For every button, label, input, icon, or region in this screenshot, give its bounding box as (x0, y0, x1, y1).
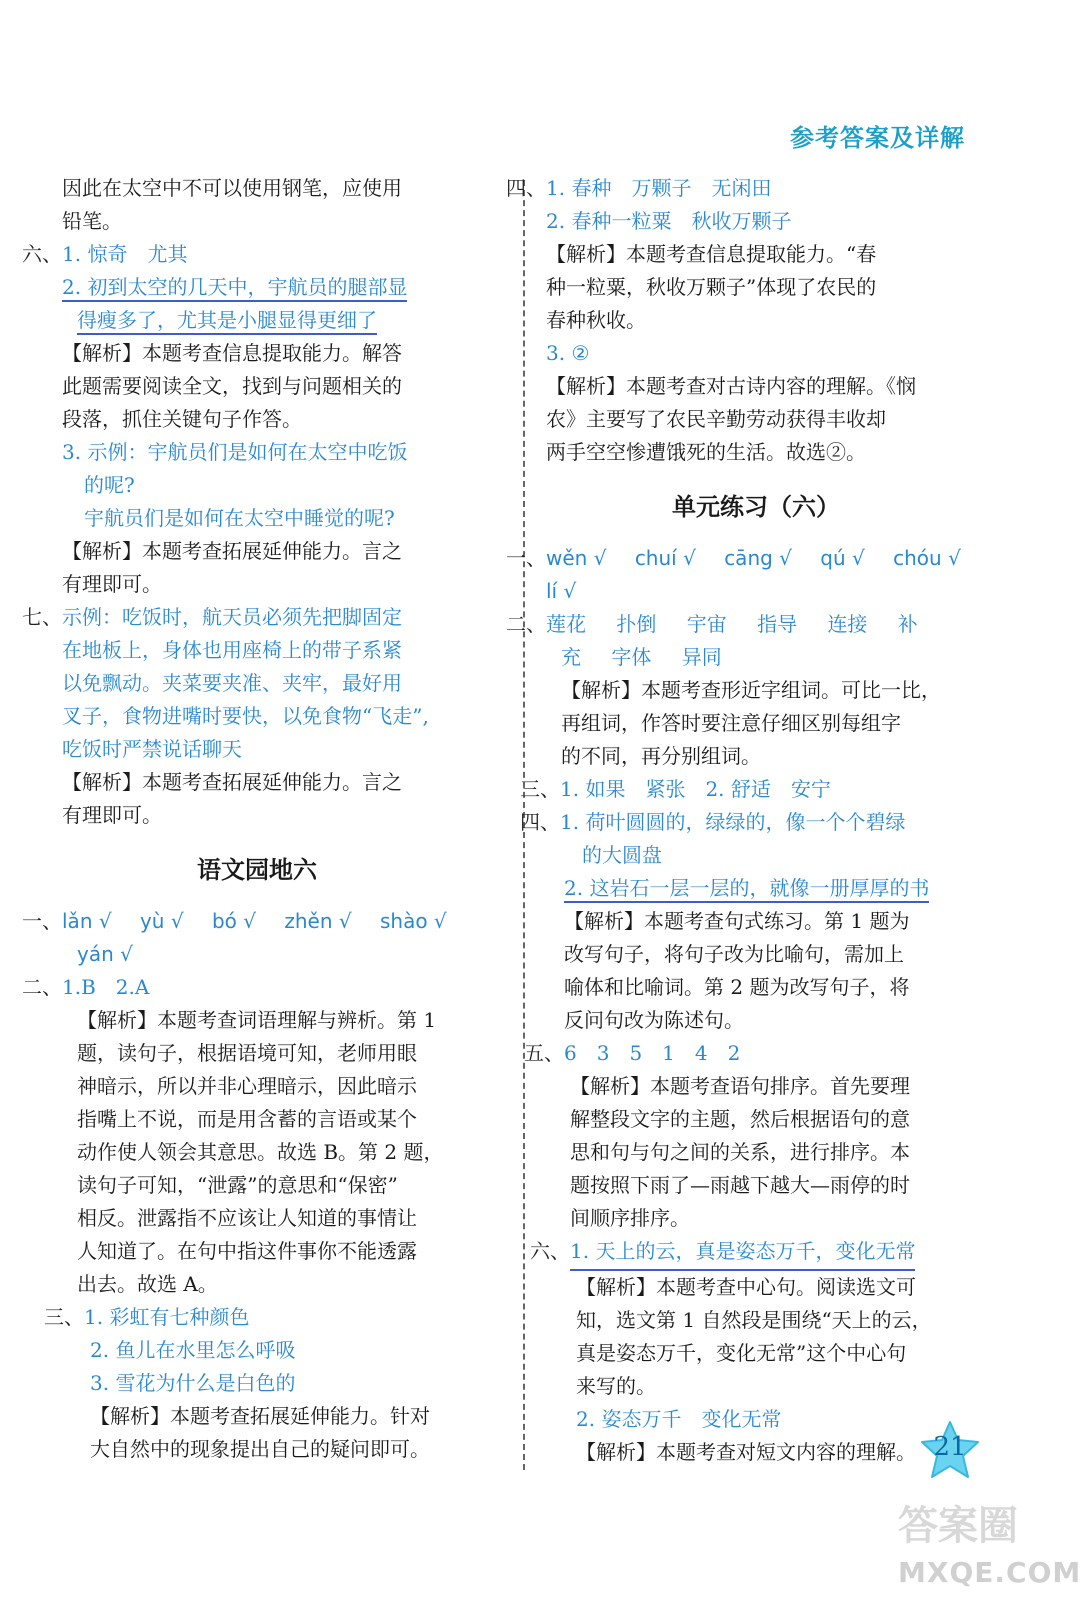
analysis-line: 【解析】本题考查对古诗内容的理解。《悯 (546, 374, 916, 398)
pinyin-answer: cāng √ (724, 546, 792, 570)
section-number: 一、 (506, 546, 546, 570)
word-answer: 指导 (757, 612, 798, 636)
garden-q2 (22, 971, 492, 1301)
answer-line: 3. ② (546, 341, 590, 365)
word-answer: 扑倒 (616, 612, 657, 636)
analysis-line: 此题需要阅读全文，找到与问题相关的 (62, 374, 402, 398)
section-number: 六、 (22, 242, 62, 266)
section-number: 四、 (520, 810, 560, 834)
analysis-line: 读句子可知，“泄露”的意思和“保密” (77, 1173, 398, 1197)
section-number: 七、 (22, 605, 62, 629)
analysis-line: 【解析】本题考查对短文内容的理解。 (576, 1440, 916, 1464)
watermark-logo: 答案圈 (898, 1503, 1018, 1549)
analysis-line: 再组词，作答时要注意仔细区别每组字 (561, 711, 901, 735)
word-answer: 充 (561, 645, 581, 669)
analysis-line: 的不同，再分别组词。 (561, 744, 761, 768)
answer-line: 2. 鱼儿在水里怎么呼吸 (90, 1338, 296, 1362)
section-number: 一、 (22, 909, 62, 933)
analysis-line: 两手空空惨遭饿死的生活。故选②。 (546, 440, 866, 464)
answer-line: 以免飘动。夹菜要夹准、夹牢，最好用 (62, 671, 402, 695)
word-answer: 字体 (611, 645, 652, 669)
analysis-line: 题，读句子，根据语境可知，老师用眼 (77, 1041, 417, 1065)
analysis-line: 人知道了。在句中指这件事你不能透露 (77, 1239, 417, 1263)
analysis-line: 【解析】本题考查拓展延伸能力。言之 (62, 539, 402, 563)
section-number: 四、 (506, 176, 546, 200)
word-answer: 连接 (827, 612, 868, 636)
analysis-line: 种一粒粟，秋收万颗子”体现了农民的 (546, 275, 877, 299)
analysis-line: 大自然中的现象提出自己的疑问即可。 (90, 1437, 430, 1461)
section-number: 二、 (22, 975, 62, 999)
section-number: 三、 (44, 1305, 84, 1329)
section-7 (22, 601, 492, 832)
section-4 (506, 172, 1006, 469)
answer-line: 1. 荷叶圆圆的，绿绿的，像一个个碧绿 (560, 810, 906, 834)
section-6 (22, 238, 492, 601)
analysis-line: 【解析】本题考查中心句。阅读选文可 (576, 1275, 916, 1299)
analysis-line: 真是姿态万千，变化无常”这个中心句 (576, 1341, 907, 1365)
analysis-line: 动作使人领会其意思。故选 B。第 2 题， (77, 1140, 444, 1164)
analysis-line: 改写句子，将句子改为比喻句，需加上 (564, 942, 904, 966)
garden-q1 (22, 905, 492, 971)
answer-line: 示例：吃饭时，航天员必须先把脚固定 (62, 605, 402, 629)
answer-line: 6 3 5 1 4 2 (564, 1041, 741, 1065)
answer-line: 1.B 2.A (62, 975, 150, 999)
word-answer: 异同 (681, 645, 722, 669)
analysis-line: 神暗示，所以并非心理暗示，因此暗示 (77, 1074, 417, 1098)
answer-line: 吃饭时严禁说话聊天 (62, 737, 242, 761)
unit-q3 (520, 773, 1006, 806)
analysis-line: 思和句与句之间的关系，进行排序。本 (570, 1140, 910, 1164)
analysis-line: 【解析】本题考查词语理解与辨析。第 1 (77, 1008, 437, 1032)
pinyin-answer: shào √ (379, 909, 447, 933)
answer-line: 2. 春种一粒粟 秋收万颗子 (546, 209, 792, 233)
analysis-line: 指嘴上不说，而是用含蓄的言语或某个 (77, 1107, 417, 1131)
answer-line: 得瘦多了，尤其是小腿显得更细了 (77, 308, 377, 335)
answer-line: 1. 天上的云，真是姿态万千，变化无常 (570, 1235, 915, 1271)
page-number: 21 (933, 1432, 967, 1462)
pinyin-answer: chóu √ (893, 546, 961, 570)
analysis-line: 【解析】本题考查形近字组词。可比一比， (561, 678, 941, 702)
analysis-line: 农》主要写了农民辛勤劳动获得丰收却 (546, 407, 886, 431)
pinyin-answer: zhěn √ (284, 909, 352, 933)
analysis-line: 【解析】本题考查信息提取能力。“春 (546, 242, 877, 266)
unit-q4 (506, 806, 1006, 1037)
analysis-line: 段落，抓住关键句子作答。 (62, 407, 302, 431)
analysis-line: 相反。泄露指不应该让人知道的事情让 (77, 1206, 417, 1230)
analysis-line: 【解析】本题考查语句排序。首先要理 (570, 1074, 910, 1098)
answer-line: 3. 雪花为什么是白色的 (90, 1371, 296, 1395)
header-title: 参考答案及详解 (790, 123, 965, 152)
word-answer: 宇宙 (686, 612, 727, 636)
analysis-line: 【解析】本题考查拓展延伸能力。针对 (90, 1404, 430, 1428)
left-column (22, 172, 492, 1466)
analysis-line: 【解析】本题考查句式练习。第 1 题为 (564, 909, 910, 933)
answer-line: 1. 惊奇 尤其 (62, 242, 188, 266)
pinyin-answer: lí √ (546, 579, 577, 603)
answer-line: 2. 这岩石一层一层的，就像一册厚厚的书 (564, 876, 929, 903)
analysis-line: 【解析】本题考查拓展延伸能力。言之 (62, 770, 402, 794)
analysis-line: 题按照下雨了—雨越下越大—雨停的时 (570, 1173, 910, 1197)
section-number: 五、 (524, 1041, 564, 1065)
analysis-line: 有理即可。 (62, 803, 162, 827)
pinyin-answer: yán √ (77, 942, 133, 966)
pinyin-answer: qú √ (820, 546, 865, 570)
analysis-line: 春种秋收。 (546, 308, 646, 332)
right-column (506, 172, 1006, 1469)
analysis-line: 出去。故选 A。 (77, 1272, 218, 1296)
analysis-line: 【解析】本题考查信息提取能力。解答 (62, 341, 402, 365)
pinyin-answer: chuí √ (634, 546, 696, 570)
answer-line: 的大圆盘 (582, 843, 662, 867)
pinyin-answer: yù √ (139, 909, 184, 933)
unit-q1 (506, 542, 1006, 608)
section-number: 三、 (520, 777, 560, 801)
page-number-badge (918, 1420, 982, 1484)
pinyin-answer: lǎn √ (62, 909, 112, 933)
word-answer: 补 (897, 612, 918, 636)
answer-line: 1. 如果 紧张 2. 舒适 安宁 (560, 777, 831, 801)
analysis-line: 解整段文字的主题，然后根据语句的意 (570, 1107, 910, 1131)
section-title: 单元练习（六） (672, 493, 840, 521)
answer-line: 1. 彩虹有七种颜色 (84, 1305, 250, 1329)
answer-line: 2. 初到太空的几天中，宇航员的腿部显 (62, 275, 407, 302)
word-answer: 莲花 (546, 612, 586, 636)
answer-line: 叉子，食物进嘴时要快，以免食物“飞走”, (62, 704, 429, 728)
unit-q5 (506, 1037, 1006, 1235)
section-title: 语文园地六 (197, 856, 317, 884)
answer-line: 2. 姿态万千 变化无常 (576, 1407, 782, 1431)
answer-line: 宇航员们是如何在太空中睡觉的呢? (84, 506, 395, 530)
text-line: 因此在太空中不可以使用钢笔，应使用 (62, 176, 402, 200)
analysis-line: 知，选文第 1 自然段是围绕“天上的云， (576, 1308, 932, 1332)
analysis-line: 反问句改为陈述句。 (564, 1008, 744, 1032)
text-line: 铅笔。 (62, 209, 122, 233)
pinyin-answer: bó √ (211, 909, 256, 933)
analysis-line: 喻体和比喻词。第 2 题为改写句子，将 (564, 975, 910, 999)
answer-line: 3. 示例：宇航员们是如何在太空中吃饭 (62, 440, 408, 464)
garden-q3 (22, 1301, 492, 1466)
answer-line: 在地板上，身体也用座椅上的带子系紧 (62, 638, 402, 662)
analysis-line: 间顺序排序。 (570, 1206, 690, 1230)
analysis-line: 有理即可。 (62, 572, 162, 596)
watermark-url: MXQE.COM (898, 1556, 1082, 1589)
answer-line: 1. 春种 万颗子 无闲田 (546, 176, 772, 200)
section-number: 六、 (530, 1239, 570, 1263)
analysis-line: 来写的。 (576, 1374, 656, 1398)
section-number: 二、 (506, 612, 546, 636)
answer-line: 的呢? (84, 473, 135, 497)
unit-q2 (506, 608, 1006, 773)
pinyin-answer: wěn √ (546, 546, 607, 570)
